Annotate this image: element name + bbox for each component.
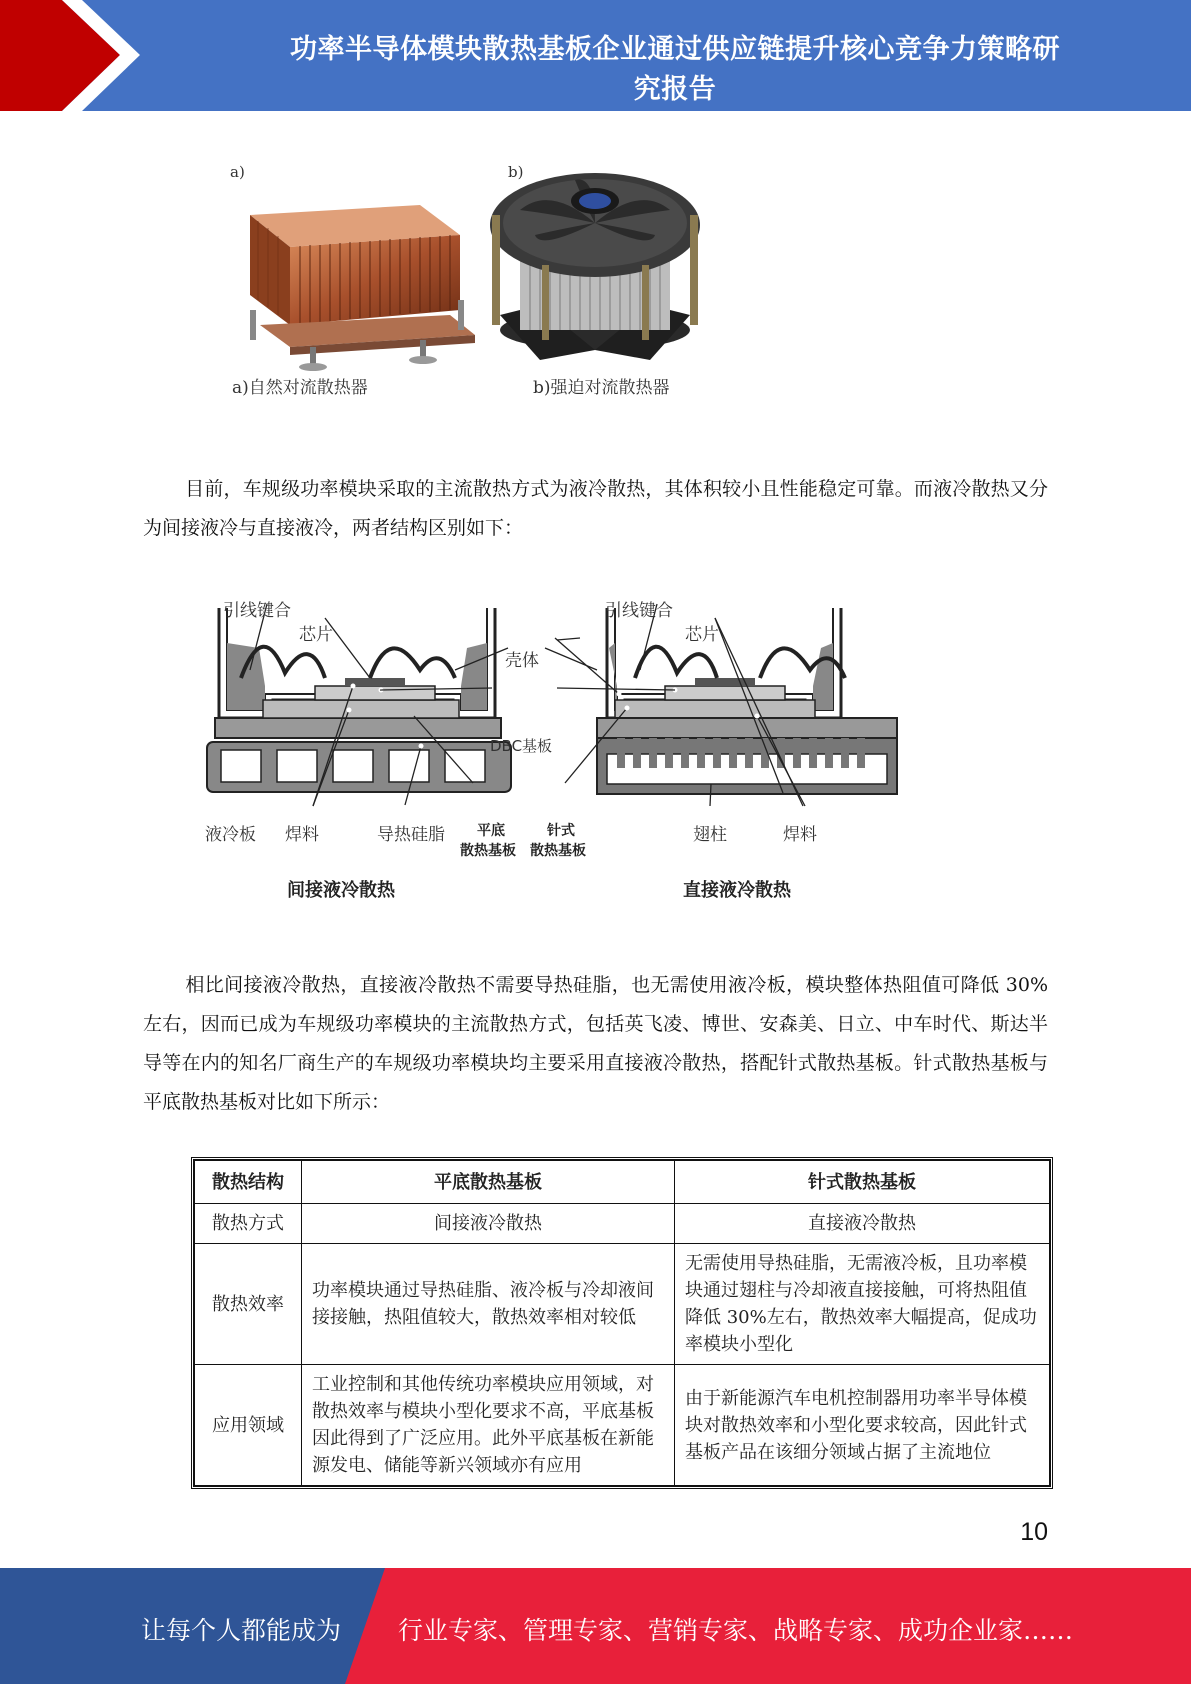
table-cell: 间接液冷散热: [302, 1204, 675, 1244]
table-header-cell: 平底散热基板: [302, 1161, 675, 1204]
label-pin-substrate-line2: 散热基板: [530, 843, 586, 859]
label-wire-bond-right: 引线键合: [605, 601, 673, 621]
label-solder-left: 焊料: [285, 825, 319, 845]
label-pin-fin: 翅柱: [693, 825, 727, 845]
label-wire-bond-left: 引线键合: [223, 601, 291, 621]
forced-convection-heatsink-image: [480, 155, 710, 375]
subfigure-b-letter: b): [508, 163, 524, 181]
table-cell: 无需使用导热硅脂，无需液冷板，且功率模块通过翅柱与冷却液直接接触，可将热阻值降低 30%左右，散热效率大幅提高，促成功率模块小型化: [675, 1244, 1050, 1365]
table-cell: 工业控制和其他传统功率模块应用领域，对散热效率与模块小型化要求不高，平底基板因此得到了广泛应用。此外平底基板在新能源发电、储能等新兴领域亦有应用: [302, 1365, 675, 1486]
natural-convection-heatsink-image: [220, 175, 490, 375]
label-case: 壳体: [505, 651, 539, 671]
direct-cooling-structure: [555, 604, 897, 806]
page-footer: [0, 1568, 1191, 1684]
report-title: [160, 30, 1190, 110]
table-row: [195, 1365, 1050, 1486]
table-row: [195, 1244, 1050, 1365]
table-cell: 由于新能源汽车电机控制器用功率半导体模块对散热效率和小型化要求较高，因此针式基板产品在该细分领域占据了主流地位: [675, 1365, 1050, 1486]
table-header-cell: 针式散热基板: [675, 1161, 1050, 1204]
label-chip-left: 芯片: [299, 625, 333, 645]
table-row-label: 应用领域: [195, 1365, 302, 1486]
table-row-label: 散热方式: [195, 1204, 302, 1244]
page-number: 10: [1020, 1518, 1048, 1546]
table-row: [195, 1204, 1050, 1244]
table-header-row: [195, 1161, 1050, 1204]
page-header: [0, 0, 1191, 111]
table-header-cell: 散热结构: [195, 1161, 302, 1204]
footer-slogan-left: 让每个人都能成为: [141, 1616, 342, 1645]
caption-forced-convection: b)强迫对流散热器: [533, 378, 670, 398]
table-row-label: 散热效率: [195, 1244, 302, 1365]
subfigure-a-letter: a): [230, 163, 245, 181]
substrate-comparison-table: [191, 1157, 1053, 1489]
caption-natural-convection: a)自然对流散热器: [232, 378, 368, 398]
label-dbc-substrate: DBC基板: [490, 737, 553, 755]
caption-indirect-cooling: 间接液冷散热: [287, 880, 395, 901]
table-cell: 功率模块通过导热硅脂、液冷板与冷却液间接接触，热阻值较大，散热效率相对较低: [302, 1244, 675, 1365]
label-pin-substrate-line1: 针式: [547, 823, 575, 839]
label-flat-substrate-line2: 散热基板: [460, 843, 516, 859]
paragraph-liquid-cooling-intro: [143, 470, 1048, 548]
liquid-cooling-structure-diagram: [205, 578, 925, 913]
paragraph-direct-cooling-advantage: [143, 966, 1048, 1122]
label-flat-substrate-line1: 平底: [477, 823, 505, 839]
report-title-line1: 功率半导体模块散热基板企业通过供应链提升核心竞争力策略研: [290, 34, 1060, 65]
label-cold-plate: 液冷板: [205, 825, 256, 845]
paragraph-liquid-cooling-intro-text: 目前，车规级功率模块采取的主流散热方式为液冷散热，其体积较小且性能稳定可靠。而液冷散热又分为间接液冷与直接液冷，两者结构区别如下：: [143, 478, 1048, 539]
footer-slogan-right: 行业专家、管理专家、营销专家、战略专家、成功企业家……: [398, 1616, 1074, 1645]
paragraph-direct-cooling-advantage-text: 相比间接液冷散热，直接液冷散热不需要导热硅脂，也无需使用液冷板，模块整体热阻值可降低 30%左右，因而已成为车规级功率模块的主流散热方式，包括英飞凌、博世、安森美、日立、中车时代、斯达半导等在内的知名厂商生产的车规级功率模块均主要采用直接液冷散热，搭配针式散热基板。针式散热基板与平底散热基板对比如下所示：: [143, 974, 1048, 1113]
caption-direct-cooling: 直接液冷散热: [683, 880, 791, 901]
label-solder-right: 焊料: [783, 825, 817, 845]
indirect-cooling-structure: [207, 604, 511, 806]
label-chip-right: 芯片: [685, 625, 719, 645]
heatsink-photo-figure: [220, 155, 780, 430]
label-thermal-grease: 导热硅脂: [377, 825, 445, 845]
report-title-line2: 究报告: [633, 74, 717, 105]
table-cell: 直接液冷散热: [675, 1204, 1050, 1244]
